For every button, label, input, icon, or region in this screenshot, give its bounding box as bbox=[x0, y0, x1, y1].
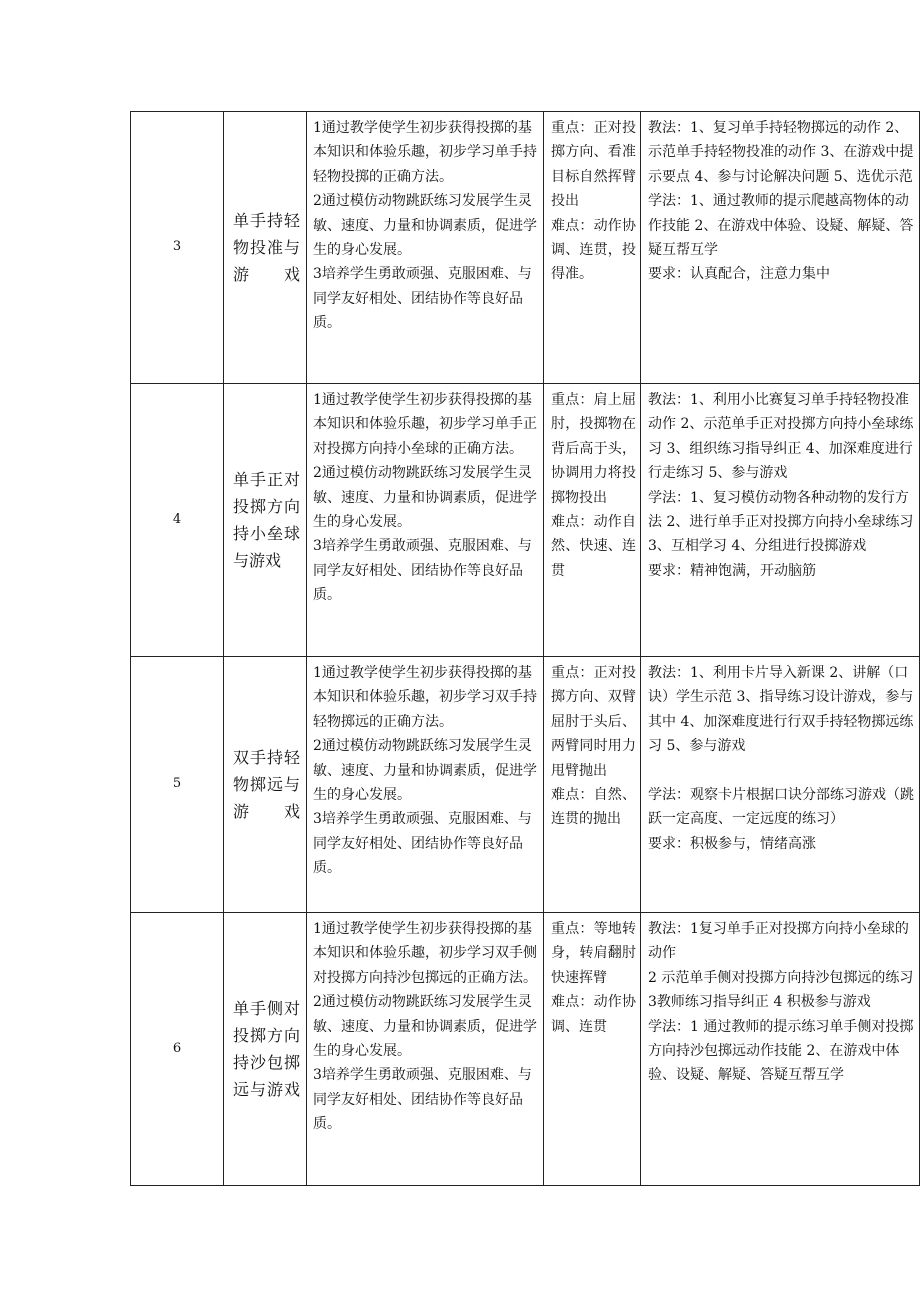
lesson-keypoints: 重点：正对投掷方向、看准目标自然挥臂投出 难点：动作协调、连贯，投得准。 bbox=[544, 112, 641, 384]
objective-3: 3培养学生勇敢顽强、克服困难、与同学友好相处、团结协作等良好品质。 bbox=[313, 266, 532, 332]
lesson-title: 单手正对投掷方向持小垒球与游戏 bbox=[224, 384, 307, 657]
lesson-plan-sheet bbox=[130, 111, 920, 1186]
table-row bbox=[131, 112, 920, 384]
objective-1: 1通过教学使学生初步获得投掷的基本知识和体验乐趣，初步学习单手正对投掷方向持小垒球的正确方法。 bbox=[313, 392, 537, 457]
lesson-objectives bbox=[307, 384, 544, 657]
objective-2: 2通过模仿动物跳跃练习发展学生灵敏、速度、力量和协调素质，促进学生的身心发展。 bbox=[313, 193, 537, 259]
objective-3: 3培养学生勇敢顽强、克服困难、与同学友好相处、团结协作等良好品质。 bbox=[313, 538, 532, 604]
lesson-number: 5 bbox=[131, 657, 224, 913]
lesson-title: 单手持轻物投准与游戏 bbox=[224, 112, 307, 384]
objective-1: 1通过教学使学生初步获得投掷的基本知识和体验乐趣，初步学习双手持轻物掷远的正确方法。 bbox=[313, 665, 537, 730]
table-row bbox=[131, 913, 920, 1186]
objective-1: 1通过教学使学生初步获得投掷的基本知识和体验乐趣，初步学习单手持轻物投掷的正确方法。 bbox=[313, 120, 537, 185]
lesson-methods: 教法：1、利用小比赛复习单手持轻物投准动作 2、示范单手正对投掷方向持小垒球练习 3、组织练习指导纠正 4、加深难度进行行走练习 5、参与游戏 学法：1、复习模仿动物各种动物的发行方法 2、进行单手正对投掷方向持小垒球练习 3、互相学习 4、分组进行投掷游戏 要求：精神饱满，开动脑筋 bbox=[641, 384, 920, 657]
lesson-title: 单手侧对投掷方向持沙包掷远与游戏 bbox=[224, 913, 307, 1186]
table-row bbox=[131, 384, 920, 657]
objective-2: 2通过模仿动物跳跃练习发展学生灵敏、速度、力量和协调素质，促进学生的身心发展。 bbox=[313, 738, 537, 804]
objective-3: 3培养学生勇敢顽强、克服困难、与同学友好相处、团结协作等良好品质。 bbox=[313, 1067, 532, 1133]
lesson-methods: 教法：1、复习单手持轻物掷远的动作 2、示范单手持轻物投准的动作 3、在游戏中提示要点 4、参与讨论解决问题 5、选优示范 学法：1、通过教师的提示爬越高物体的动作技能 2、在游戏中体验、设疑、解疑、答疑互帮互学 要求：认真配合，注意力集中 bbox=[641, 112, 920, 384]
objective-2: 2通过模仿动物跳跃练习发展学生灵敏、速度、力量和协调素质，促进学生的身心发展。 bbox=[313, 994, 537, 1060]
lesson-title: 双手持轻物掷远与游戏 bbox=[224, 657, 307, 913]
objective-3: 3培养学生勇敢顽强、克服困难、与同学友好相处、团结协作等良好品质。 bbox=[313, 811, 532, 877]
lesson-methods: 教法：1、利用卡片导入新课 2、讲解（口诀）学生示范 3、指导练习设计游戏，参与其中 4、加深难度进行行双手持轻物掷远练习 5、参与游戏 学法：观察卡片根据口诀分部练习游戏（跳跃一定高度、一定远度的练习） 要求：积极参与，情绪高涨 bbox=[641, 657, 920, 913]
table-row bbox=[131, 657, 920, 913]
lesson-objectives bbox=[307, 112, 544, 384]
lesson-keypoints: 重点：正对投掷方向、双臂屈肘于头后、两臂同时用力甩臂抛出 难点：自然、连贯的抛出 bbox=[544, 657, 641, 913]
lesson-number: 6 bbox=[131, 913, 224, 1186]
lesson-keypoints: 重点：肩上屈肘，投掷物在背后高于头，协调用力将投掷物投出 难点：动作自然、快速、连贯 bbox=[544, 384, 641, 657]
lesson-keypoints: 重点：等地转身，转肩翻肘快速挥臂 难点：动作协调、连贯 bbox=[544, 913, 641, 1186]
lesson-number: 3 bbox=[131, 112, 224, 384]
lesson-plan-table bbox=[130, 111, 920, 1186]
lesson-number: 4 bbox=[131, 384, 224, 657]
objective-1: 1通过教学使学生初步获得投掷的基本知识和体验乐趣，初步学习双手侧对投掷方向持沙包掷远的正确方法。 bbox=[313, 921, 537, 986]
lesson-methods: 教法：1复习单手正对投掷方向持小垒球的动作 2 示范单手侧对投掷方向持沙包掷远的练习 3教师练习指导纠正 4 积极参与游戏 学法：1 通过教师的提示练习单手侧对投掷方向持沙包掷远动作技能 2、在游戏中体验、设疑、解疑、答疑互帮互学 bbox=[641, 913, 920, 1186]
lesson-objectives bbox=[307, 657, 544, 913]
objective-2: 2通过模仿动物跳跃练习发展学生灵敏、速度、力量和协调素质，促进学生的身心发展。 bbox=[313, 465, 537, 531]
lesson-objectives bbox=[307, 913, 544, 1186]
